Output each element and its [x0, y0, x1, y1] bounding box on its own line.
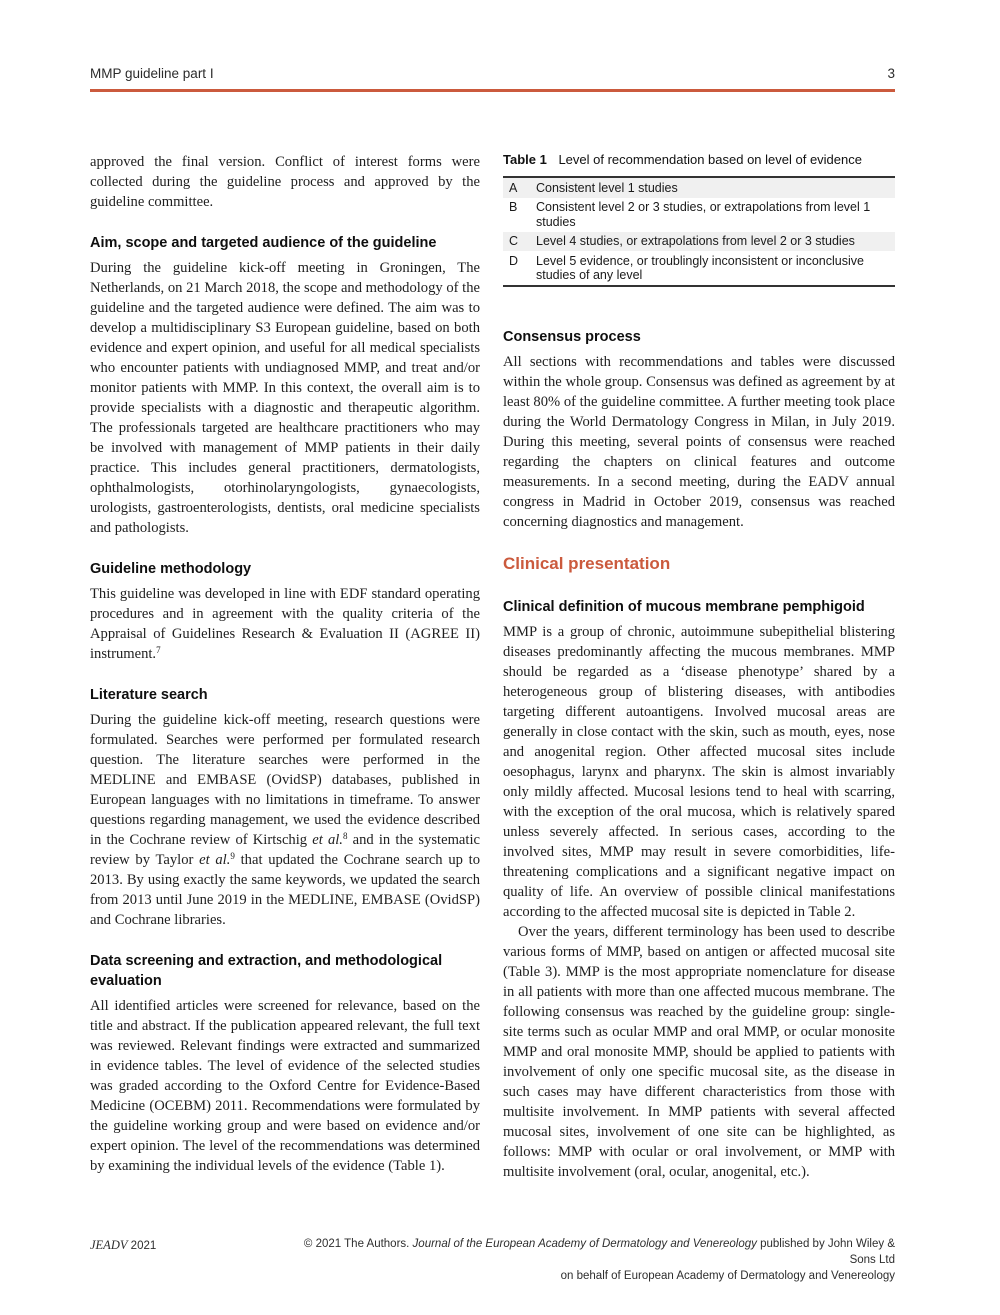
table-row	[503, 178, 895, 198]
right-column	[503, 152, 895, 1182]
table1	[503, 152, 895, 287]
header-rule	[90, 89, 895, 92]
paragraph-aim-scope: During the guideline kick-off meeting in Groningen, The Netherlands, on 21 March 2018, the scope and methodology of the guideline and the targeted audience were defined. The aim was to develop a multidisciplinary S3 European guideline, based on both evidence and expert opinion, and useful for all medical specialists who encounter patients with undiagnosed MMP, and treat and/or monitor patients with MMP. In this context, the overall aim is to provide specialists with a diagnostic and therapeutic algorithm. The professionals targeted are healthcare practitioners who may be involved with management of MMP patients in their daily practice. This includes general practitioners, dermatologists, ophthalmologists, otorhinolaryngologists, gynaecologists, urologists, gastroenterologists, dentists, oral medicine specialists and pathologists.	[90, 260, 480, 536]
running-head	[90, 66, 895, 81]
footer-copyright-line2: on behalf of European Academy of Dermatology and Venereology	[560, 1270, 895, 1282]
content-columns	[90, 152, 895, 1182]
table-row	[503, 232, 895, 252]
footer-journal: JEADV 2021	[90, 1238, 157, 1252]
footer-copyright	[275, 1236, 895, 1284]
paragraph-consensus-process: All sections with recommendations and tables were discussed within the whole group. Consensus was defined as agreement by at least 80% of the guideline committee. A further meeting took place during the World Dermatology Congress in Milan, in July 2019. During this meeting, several points of consensus were reached regarding the chapters on clinical features and outcome measurements. In a second meeting, during the EADV annual congress in Madrid in October 2019, consensus was reached concerning diagnostics and management.	[503, 354, 895, 530]
grade-cell: A	[509, 180, 518, 195]
description-cell: Consistent level 2 or 3 studies, or extrapolations from level 1 studies	[536, 200, 871, 229]
page-footer	[90, 1236, 895, 1284]
footer-copyright-line1: © 2021 The Authors. Journal of the European Academy of Dermatology and Venereology published by John Wiley & Sons Ltd	[303, 1238, 895, 1266]
paragraph-guideline-methodology: This guideline was developed in line with EDF standard operating procedures and in agreement with the quality criteria of the Appraisal of Guidelines Research & Evaluation II (AGREE II) instrument.$^7$	[90, 586, 480, 662]
paragraph-literature-search: During the guideline kick-off meeting, research questions were formulated. Searches were performed per formulated research question. The literature searches were performed in the MEDLINE and EMBASE (OvidSP) databases, published in European languages with no limitations in timeframe. To answer questions regarding management, we used the evidence described in the Cochrane review of Kirtschig et al.$^8$ and in the systematic review by Taylor et al.$^9$ that updated the Cochrane search up to 2013. By using exactly the same keywords, we updated the search from 2013 until June 2019 in the MEDLINE, EMBASE (OvidSP) and Cochrane libraries.	[90, 712, 480, 928]
table1-caption: Table 1 Level of recommendation based on level of evidence	[503, 152, 862, 167]
grade-cell: D	[509, 253, 519, 268]
page-number: 3	[887, 66, 895, 81]
description-cell: Level 4 studies, or extrapolations from level 2 or 3 studies	[536, 234, 855, 248]
heading-clinical-definition: Clinical definition of mucous membrane pemphigoid	[503, 599, 865, 615]
description-cell: Level 5 evidence, or troublingly inconsistent or inconclusive studies of any level	[536, 253, 864, 282]
heading-literature-search: Literature search	[90, 687, 208, 703]
grade-cell: B	[509, 200, 518, 214]
paragraph-approval: approved the final version. Conflict of interest forms were collected during the guideline process and approved by the guideline committee.	[90, 154, 480, 210]
left-column	[90, 152, 480, 1182]
table-row	[503, 198, 895, 232]
table-row	[503, 251, 895, 285]
running-head-title: MMP guideline part I	[90, 66, 214, 81]
heading-aim-scope: Aim, scope and targeted audience of the guideline	[90, 235, 437, 251]
heading-consensus-process: Consensus process	[503, 329, 641, 345]
paragraph-data-screening: All identified articles were screened for relevance, based on the title and abstract. If the publication appeared relevant, the full text was reviewed. Relevant findings were extracted and summarized in evidence tables. The level of evidence of the selected studies was graded according to the Oxford Centre for Evidence-Based Medicine (OCEBM) 2011. Recommendations were formulated by the guideline working group and were based on evidence and/or expert opinion. The level of the recommendations was determined by examining the individual levels of the evidence (Table 1).	[90, 998, 480, 1174]
paragraph-clinical-definition: MMP is a group of chronic, autoimmune subepithelial blistering diseases predominantly affecting the mucous membranes. MMP should be regarded as a ‘disease phenotype’ shared by a heterogeneous group of blistering diseases, with antibodies targeting different autoantigens. Involved mucosal areas are generally in close contact with the skin, such as mouth, eyes, nose and anogenital region. Other affected mucosal sites include oesophagus, larynx and pharynx. The skin is almost invariably only mildly affected. Mucosal lesions tend to heal with scarring, with the exception of the oral mucosa, which is relatively spared unless severely affected. In serious cases, according to the involved sites, MMP may result in severe comorbidities, life-threatening complications and a significant negative impact on quality of life. An overview of possible clinical manifestations according to the affected mucosal site is depicted in Table 2.	[503, 624, 895, 920]
grade-cell: C	[509, 234, 519, 248]
heading-data-screening: Data screening and extraction, and methodological evaluation	[90, 953, 443, 989]
heading-guideline-methodology: Guideline methodology	[90, 561, 252, 577]
paragraph-terminology: Over the years, different terminology has been used to describe various forms of MMP, based on antigen or affected mucosal site (Table 3). MMP is the most appropriate nomenclature for disease in all patients with more than one affected mucous membrane. The following consensus was reached by the guideline group: single-site terms such as ocular MMP and oral MMP, or ocular monosite MMP and oral monosite MMP, should be applied to patients with involvement of only one specific mucosal site, as the disease in such cases may have different characteristics from those with multisite involvement. In MMP patients with several affected mucosal sites, involvement of one site can be highlighted, as follows: MMP with ocular or oral involvement, or MMP with multisite involvement (oral, ocular, anogenital, etc.).	[503, 924, 895, 1180]
heading-clinical-presentation: Clinical presentation	[503, 554, 671, 573]
table1-body	[503, 176, 895, 287]
description-cell: Consistent level 1 studies	[536, 180, 678, 195]
